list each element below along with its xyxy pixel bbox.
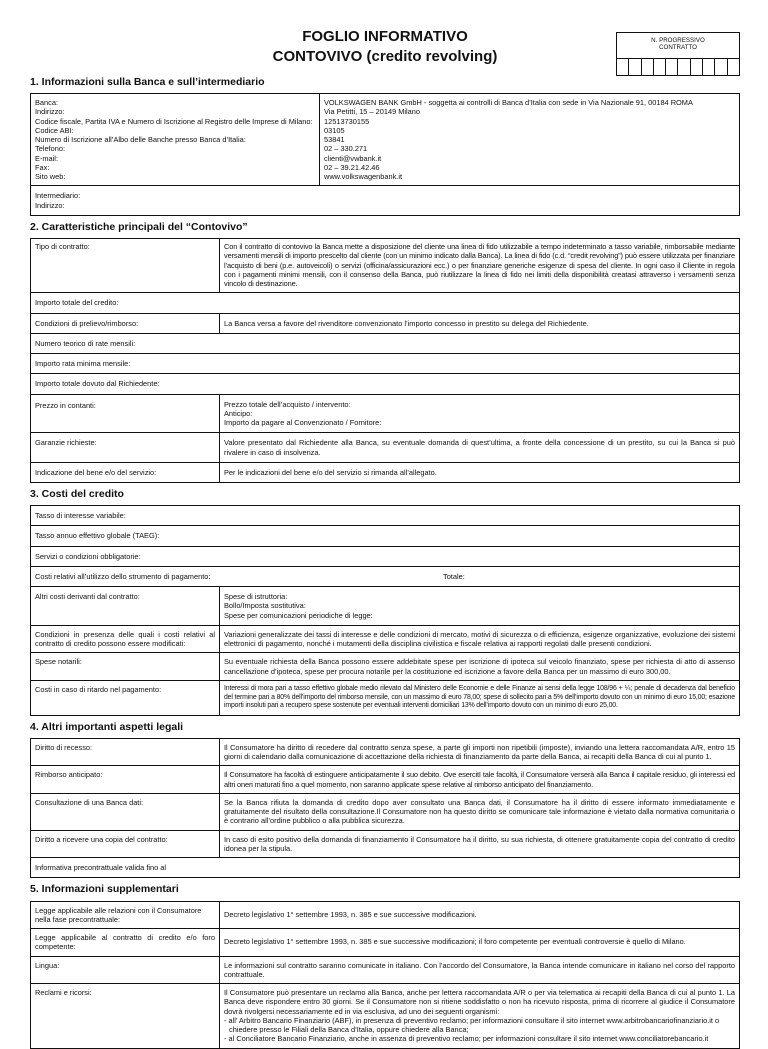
document-subtitle: CONTOVIVO (credito revolving) bbox=[272, 48, 498, 65]
section-2-title: 2. Caratteristiche principali del “Contovivo” bbox=[30, 220, 248, 233]
header bbox=[30, 28, 740, 74]
section-1-box bbox=[30, 93, 740, 216]
section-3-box bbox=[30, 505, 740, 716]
importo-rata-row: Importo rata minima mensile: bbox=[31, 354, 739, 374]
rimborso-anticipato-row: Rimborso anticipato: Il Consumatore ha facoltà di estinguere anticipatamente il suo debito. Ove esercitI tale facoltà, il Consumatore verserà alla Banca il capitale residuo, gli interessi ed altri oneri maturati fino a quel momento, non saranno applicate spese relative al rimborso anticipato del finanziamento. bbox=[31, 766, 739, 794]
numero-rate-row: Numero teorico di rate mensili: bbox=[31, 334, 739, 354]
recesso-row: Diritto di recesso: Il Consumatore ha diritto di recedere dal contratto senza spese, a parte gli importi non ripetibili (imposte), inviando una lettera raccomandata A/R, entro 15 giorni di calendario dalla comunicazione di accettazione della richiesta di finanziamento da parte della Banca, ai recapiti della Banca di cui al punto 1. bbox=[31, 739, 739, 767]
document-title: FOGLIO INFORMATIVO bbox=[302, 28, 468, 45]
progressivo-cells[interactable] bbox=[617, 58, 739, 75]
altri-costi-row: Altri costi derivanti dal contratto: Spese di istruttoria: Bollo/Imposta sostitutiva: Spese per comunicazioni periodiche di legge: bbox=[31, 587, 739, 626]
reclami-row: Reclami e ricorsi: Il Consumatore può presentare un reclamo alla Banca, anche per lettera raccomandata A/R o per via telematica ai recapiti della Banca di cui al punto 1. La Banca deve rispondere entro 30 giorni. Se il Consumatore non si ritiene soddisfatto o non ha ricevuto risposta, prima di ricorrere al giudice il Consumatore dovrà rivolgersi necessariamente ed in via esclusiva, ad uno dei seguenti organismi: - all’ Arbitro Bancario Finanziario (ABF), in presenza di preventivo reclamo; per informazioni consultare il sito internet www.arbitrobancariofinanziario.it o chiedere presso le Filiali della Banca d’Italia, oppure chiedere alla Banca; - al Conciliatore Bancario Finanziario, anche in assenza di preventivo reclamo; per informazioni consultare il sito internet www.conciliatorebancario.it bbox=[31, 984, 739, 1048]
tasso-row: Tasso di interesse variabile: bbox=[31, 506, 739, 526]
banca-dati-row: Consultazione di una Banca dati: Se la Banca rifiuta la domanda di credito dopo aver consultato una Banca dati, il Consumatore ha il diritto di essere informato immediatamente e gratuitamente del risultato della consultazione.Il Consumatore non ha questo diritto se comunicare tale informazione è vietato dalla normativa comunitaria o è contrario all’ordine pubblico o alla pubblica sicurezza. bbox=[31, 794, 739, 831]
section-4-box bbox=[30, 738, 740, 879]
section-5-title: 5. Informazioni supplementari bbox=[30, 883, 179, 896]
section-1-title: 1. Informazioni sulla Banca e sull’intermediario bbox=[30, 76, 265, 88]
progressivo-contratto-box bbox=[616, 32, 740, 76]
importo-dovuto-row: Importo totale dovuto dal Richiedente: bbox=[31, 374, 739, 394]
costi-utilizzo-row: Costi relativi all’utilizzo dello strumento di pagamento: Totale: bbox=[31, 567, 739, 587]
section-4-title: 4. Altri importanti aspetti legali bbox=[30, 720, 184, 733]
bank-info-row bbox=[31, 94, 739, 186]
section-3-title: 3. Costi del credito bbox=[30, 488, 124, 500]
lingua-row: Lingua: Le informazioni sul contratto saranno comunicate in italiano. Con l’accordo del Consumatore, la Banca intende comunicare in italiano nel corso del rapporto contrattuale. bbox=[31, 957, 739, 985]
legge-precontrattuale-row: Legge applicabile alle relazioni con il Consumatore nella fase precontrattuale: Decreto legislativo 1° settembre 1993, n. 385 e sue successive modificazioni. bbox=[31, 902, 739, 930]
intermediario-row: Intermediario: Indirizzo: bbox=[35, 191, 81, 210]
importo-totale-row: Importo totale del credito: bbox=[31, 293, 739, 313]
bank-info-values: VOLKSWAGEN BANK GmbH - soggetta ai controlli di Banca d’Italia con sede in Via Nazionale 91, 00184 ROMA Via Petitti, 15 – 20149 Milano 12513730155 03105 53841 02 – 330.271 clienti@vwbank.it 02 – 39.21.42.46 www.volkswagenbank.it bbox=[324, 98, 693, 182]
prelievo-row: Condizioni di prelievo/rimborso: La Banca versa a favore del rivenditore convenzionato l’importo concesso in prestito su delega del Richiedente. bbox=[31, 314, 739, 334]
spese-notarili-row: Spese notarili: Su eventuale richiesta della Banca possono essere addebitate spese per iscrizione di ipoteca sul veicolo finanziato, spese per richiesta di atto di assenso cancellazione d’ipoteca, spese per procura notarile per la costituzione ed iscrizione a favore della Banca per un massimo di euro 300,00. bbox=[31, 653, 739, 681]
garanzie-row: Garanzie richieste: Valore presentato dal Richiedente alla Banca, su eventuale domanda di quest’ultima, a fronte della concessione di un prestito, su cui la Banca si può rivalere in caso di insolvenza. bbox=[31, 433, 739, 463]
prezzo-row: Prezzo in contanti: Prezzo totale dell’acquisto / intervento: Anticipo: Importo da pagare al Convenzionato / Fornitore: bbox=[31, 395, 739, 434]
bank-info-labels: Banca: Indirizzo: Codice fiscale, Partita IVA e Numero di Iscrizione al Registro delle Imprese di Milano: Codice ABI: Numero di Iscrizione all’Albo delle Banche presso Banca d’Italia: Telefono: E-mail: Fax: Sito web: bbox=[31, 94, 320, 185]
section-2-box bbox=[30, 238, 740, 483]
copia-contratto-row: Diritto a ricevere una copia del contratto: In caso di esito positivo della domanda di finanziamento il Consumatore ha il diritto, su sua richiesta, di ottenere gratuitamente copia del contratto di credito idonea per la stipula. bbox=[31, 831, 739, 859]
legge-contratto-row: Legge applicabile al contratto di credito e/o foro competente: Decreto legislativo 1° settembre 1993, n. 385 e sue successive modificazioni; il foro competente per eventuali controversie è quello di Milano. bbox=[31, 929, 739, 957]
taeg-row: Tasso annuo effettivo globale (TAEG): bbox=[31, 526, 739, 546]
section-5-box bbox=[30, 901, 740, 1049]
servizi-row: Servizi o condizioni obbligatorie: bbox=[31, 547, 739, 567]
validita-row: Informativa precontrattuale valida fino al bbox=[35, 863, 167, 873]
tipo-contratto-row: Tipo di contratto: Con il contratto di contovivo la Banca mette a disposizione del cliente una linea di fido utilizzabile a tempo indeterminato a tasso variabile, rimborsabile mediante versamenti mensili di importo prescelto dal cliente (con un minimo indicato dalla Banca). La linea di fido (c.d. “credit revolving”) può essere utilizzata per finanziare l’acquisto di beni (p.e. autoveicoli) o servizi (officina/assicurazioni ecc.) o per finanziare generiche esigenze di spesa del cliente. In ogni caso il Cliente in regola con i pagamenti minimi mensili, con il consenso della Banca, può riutilizzare la linea di fido nei limiti della disponibilità creatasi attraverso i versamenti senza vincolo di destinazione. bbox=[31, 239, 739, 293]
bene-row: Indicazione del bene e/o del servizio: Per le indicazioni del bene e/o del servizio si rimanda all’allegato. bbox=[31, 463, 739, 482]
ritardo-row: Costi in caso di ritardo nel pagamento: Interessi di mora pari a tasso effettivo globale medio rilevato dal Ministero delle Economie e delle Finanze ai sensi della legge 108/96 + ¼; penale di decadenza dal beneficio del termine pari a 80% dell’importo del rimborso mensile, con un massimo di euro 78,00; spese di sollecito pari a 5% dell’importo dovuto con un minimo di euro 15,00; esazione importi insoluti pari a recupero spese sostenute per eventuali interventi domiciliari 13% dell’importo dovuto con un minimo di euro 25,00. bbox=[31, 681, 739, 715]
progressivo-label: N. PROGRESSIVO CONTRATTO bbox=[651, 37, 705, 52]
document-page bbox=[30, 28, 740, 1049]
condizioni-modifica-row: Condizioni in presenza delle quali i costi relativi al contratto di credito possono essere modificati: Variazioni generalizzate dei tassi di interesse e delle condizioni di mercato, motivi di sicurezza o di efficienza, esigenze organizzative, evoluzione dei sistemi elettronici di pagamento, nonché i mutamenti della disciplina civilistica e fiscale relativa ai rapporti regolati dalle presenti condizioni. bbox=[31, 626, 739, 654]
